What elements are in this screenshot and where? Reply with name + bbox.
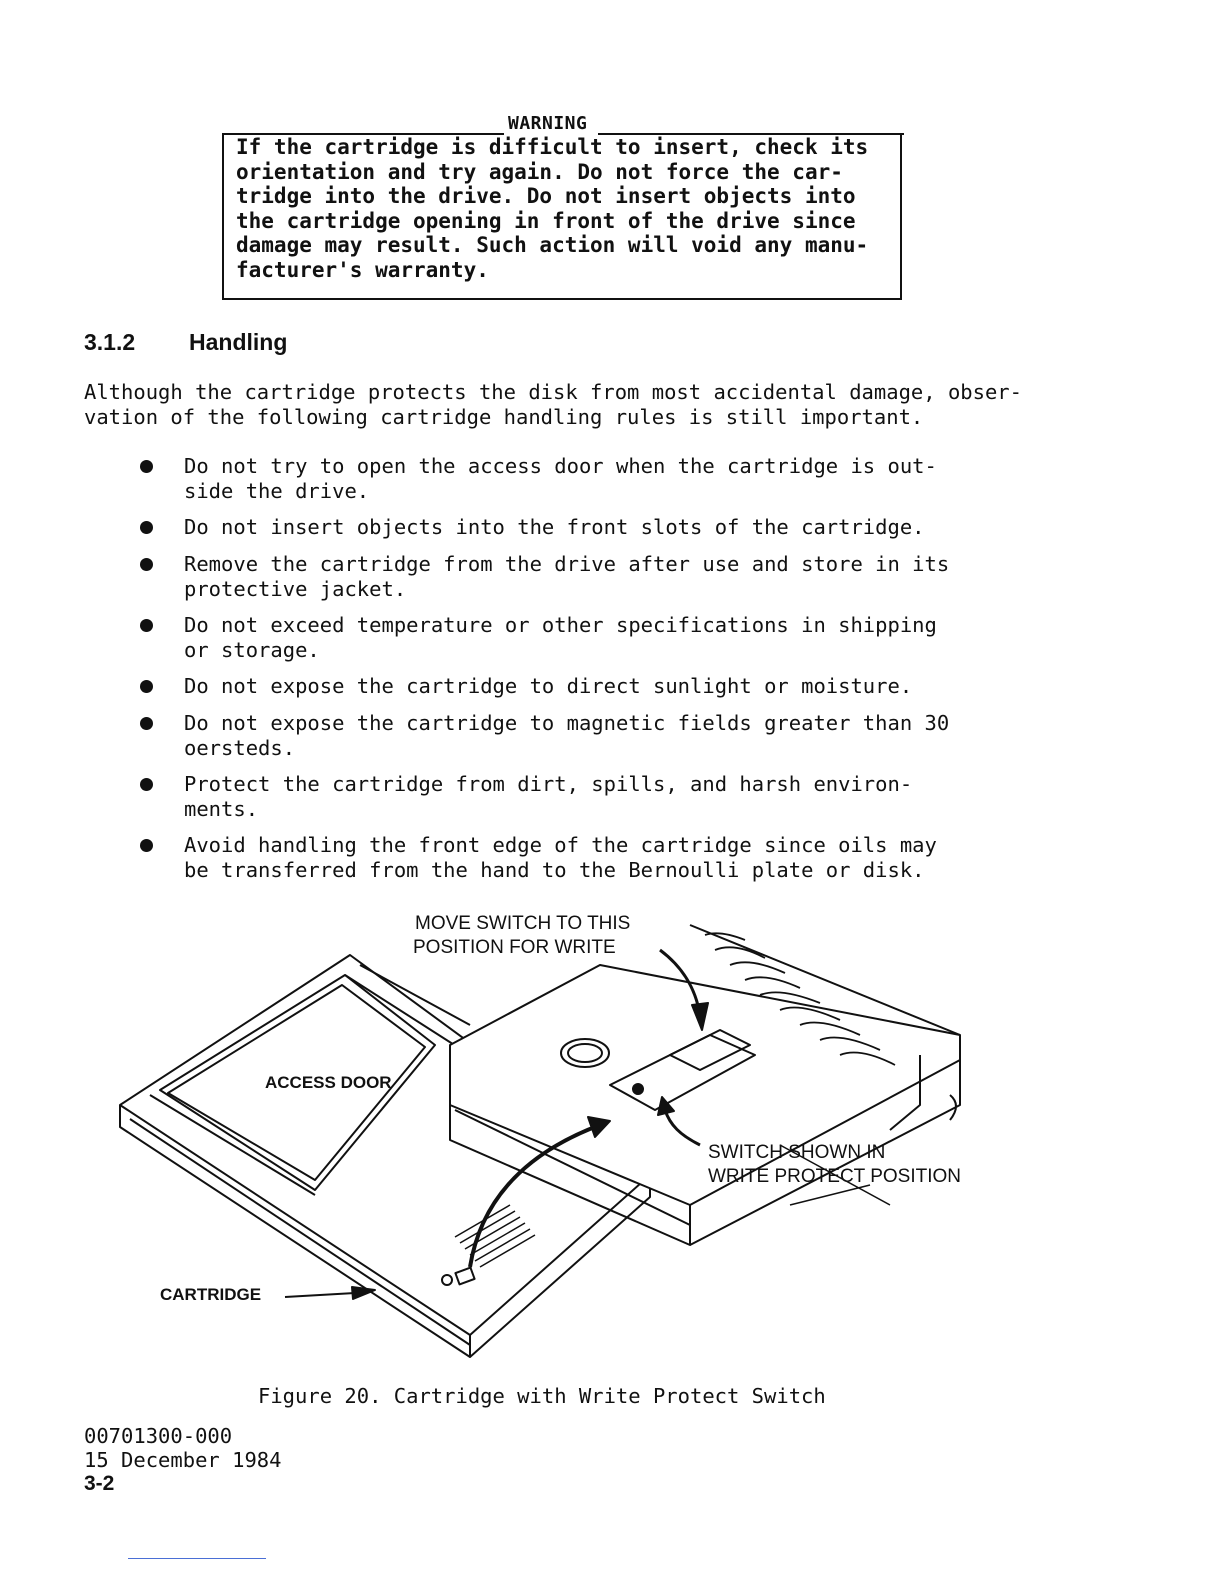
warning-line: the cartridge opening in front of the drive since [236,208,856,233]
list-item-line: side the drive. [184,479,370,503]
bottom-rule [128,1558,266,1559]
bullet-icon [140,680,153,693]
section-number: 3.1.2 [84,329,136,355]
label-access-door: ACCESS DOOR [265,1073,392,1092]
list-item-line: ments. [184,797,259,821]
label-move-switch-line1: MOVE SWITCH TO THIS [415,913,631,934]
warning-line: orientation and try again. Do not force the car- [236,159,843,184]
list-item-line: Avoid handling the front edge of the cartridge since oils may [184,833,937,857]
bullet-icon [140,839,153,852]
list-item-line: be transferred from the hand to the Bernoulli plate or disk. [184,858,925,882]
warning-title: WARNING [508,113,588,134]
warning-line: damage may result. Such action will void any manu- [236,233,869,257]
bullet-icon [140,521,153,534]
intro-paragraph [84,380,1024,430]
list-item-line: Do not expose the cartridge to direct sunlight or moisture. [184,674,913,698]
bullet-icon [140,778,153,791]
bullet-icon [140,717,153,730]
list-item-line: or storage. [184,638,320,662]
bullet-icon [140,460,153,473]
label-switch-shown-line2: WRITE PROTECT POSITION [708,1166,961,1187]
list-item-line: Do not exceed temperature or other specifications in shipping [184,613,937,637]
label-switch-shown-line1: SWITCH SHOWN IN [708,1142,886,1163]
arrow-cartridge [285,1287,375,1299]
list-item-line: Do not expose the cartridge to magnetic fields greater than 30 [184,711,950,735]
list-item-line: oersteds. [184,736,296,760]
cartridge-figure [90,905,1050,1375]
list-item-line: Do not try to open the access door when the cartridge is out- [184,454,937,478]
document-number: 00701300-000 [84,1424,233,1448]
label-cartridge: CARTRIDGE [160,1285,262,1304]
list-item-line: protective jacket. [184,577,407,601]
list-item-line: Do not insert objects into the front slots of the cartridge. [184,515,925,539]
warning-line: facturer's warranty. [236,257,489,282]
list-item-line: Remove the cartridge from the drive after use and store in its [184,552,950,576]
warning-line: tridge into the drive. Do not insert objects into [236,184,856,208]
intro-line: vation of the following cartridge handling rules is still important. [84,405,924,429]
warning-text [236,135,896,282]
document-date: 15 December 1984 [84,1448,282,1472]
bullet-icon [140,558,153,571]
bullet-icon [140,619,153,632]
list-item-line: Protect the cartridge from dirt, spills, and harsh environ- [184,772,913,796]
figure-caption: Figure 20. Cartridge with Write Protect Switch [258,1384,826,1408]
section-title: Handling [189,329,288,355]
page-number: 3-2 [84,1472,115,1495]
warning-line: If the cartridge is difficult to insert, check its [236,135,869,159]
label-move-switch-line2: POSITION FOR WRITE [413,937,616,958]
intro-line: Although the cartridge protects the disk from most accidental damage, obser- [84,380,1022,404]
